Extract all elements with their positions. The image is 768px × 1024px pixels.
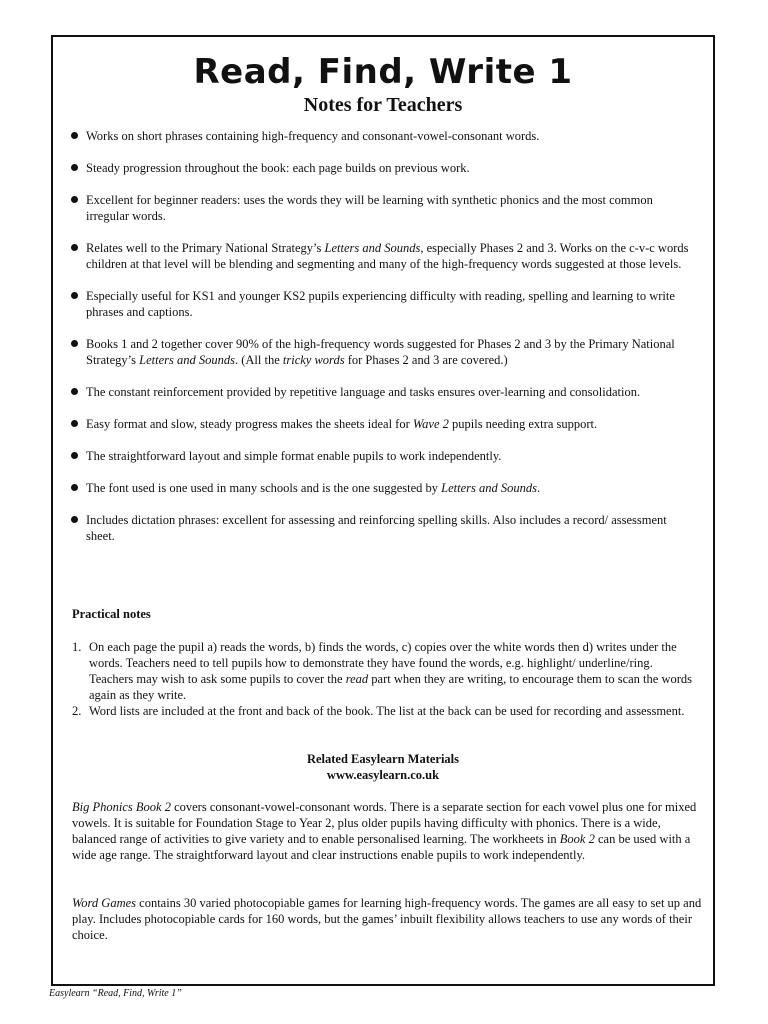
bullet-icon [71, 388, 78, 395]
bullet-text: The straightforward layout and simple format enable pupils to work independently. [86, 449, 502, 463]
note-text: part when they are writing, to encourage them to scan the words again as they write. [89, 672, 693, 702]
bullet-icon [71, 244, 78, 251]
feature-bullet [71, 384, 691, 400]
word-games-paragraph [72, 895, 702, 943]
bullet-emphasis: Letters and Sounds [139, 353, 235, 367]
product-title: Big Phonics Book 2 [72, 800, 171, 814]
note-text: Word lists are included at the front and back of the book. The list at the back can be used for recording and assessment. [89, 704, 685, 718]
feature-bullet [71, 480, 691, 496]
feature-bullet [71, 448, 691, 464]
bullet-icon [71, 292, 78, 299]
bullet-text [86, 417, 597, 431]
bullet-icon [71, 132, 78, 139]
product-title: Book 2 [559, 832, 595, 846]
bullet-icon [71, 340, 78, 347]
bullet-emphasis: Letters and Sounds [324, 241, 421, 255]
bullet-text-part: . (All the [234, 353, 283, 367]
feature-bullet [71, 416, 691, 432]
bullet-icon [71, 516, 78, 523]
bullet-text-part: Easy format and slow, steady progress makes the sheets ideal for [86, 417, 413, 431]
bullet-icon [71, 420, 78, 427]
bullet-icon [71, 164, 78, 171]
feature-bullet [71, 512, 691, 544]
bullet-icon [71, 196, 78, 203]
bullet-text: The constant reinforcement provided by repetitive language and tasks ensures over-learning and consolidation. [86, 385, 641, 399]
bullet-text [86, 337, 675, 367]
feature-bullet [71, 336, 691, 368]
practical-notes-list [72, 639, 692, 719]
product-title: Word Games [72, 896, 137, 910]
page-footer: Easylearn “Read, Find, Write 1” [49, 988, 182, 999]
bullet-emphasis: tricky words [282, 353, 345, 367]
page-title: Read, Find, Write 1 [193, 52, 573, 92]
bullet-text: Excellent for beginner readers: uses the words they will be learning with synthetic phonics and the most common irregular words. [86, 193, 653, 223]
bullet-icon [71, 452, 78, 459]
bullet-text: Steady progression throughout the book: each page builds on previous work. [86, 161, 470, 175]
note-number: 1. [72, 640, 82, 654]
bullet-emphasis: Letters and Sounds [441, 481, 537, 495]
note-emphasis: read [345, 672, 369, 686]
big-phonics-paragraph [72, 799, 702, 863]
feature-bullet [71, 160, 691, 176]
bullet-text [86, 241, 689, 271]
bullet-text-part: Relates well to the Primary National Strategy’s [86, 241, 325, 255]
feature-bullet [71, 240, 691, 272]
feature-bullet [71, 128, 691, 144]
paragraph-text: contains 30 varied photocopiable games for learning high-frequency words. The games are all easy to set up and play. Includes photocopiable cards for 160 words, but the games’ inbuilt flexibility allows teachers to use any words of their choice. [72, 896, 702, 942]
paragraph-text: covers consonant-vowel-consonant words. There is a separate section for each vowel plus one for mixed vowels. It is suitable for Foundation Stage to Year 2, plus older pupils having difficulty with phonics. There is a wide, balanced range of activities to give variety and to enable personalised learning. The workheets in [72, 800, 697, 846]
bullet-text: Works on short phrases containing high-frequency and consonant-vowel-consonant words. [86, 129, 540, 143]
practical-notes-heading: Practical notes [72, 607, 151, 621]
feature-bullet [71, 192, 691, 224]
bullet-text: Includes dictation phrases: excellent for assessing and reinforcing spelling skills. Also includes a record/ assessment sheet. [86, 513, 667, 543]
related-url[interactable]: www.easylearn.co.uk [326, 768, 440, 782]
bullet-icon [71, 484, 78, 491]
page-subtitle: Notes for Teachers [303, 94, 463, 116]
bullet-text-part: The font used is one used in many schools and is the one suggested by [86, 481, 442, 495]
bullet-text [86, 481, 540, 495]
related-materials [53, 751, 713, 783]
paragraph-text: can be used with a wide age range. The straightforward layout and clear instructions enable pupils to work independently. [72, 832, 691, 862]
bullet-text-part: Books 1 and 2 together cover 90% of the high-frequency words suggested for Phases 2 and 3 by the Primary National Strategy’s [86, 337, 675, 367]
practical-note [72, 639, 692, 703]
feature-bullet [71, 288, 691, 320]
bullet-emphasis: Wave 2 [412, 417, 449, 431]
feature-list [71, 128, 691, 560]
bullet-text-part: for Phases 2 and 3 are covered.) [344, 353, 508, 367]
related-heading: Related Easylearn Materials [306, 752, 460, 766]
note-text: On each page the pupil a) reads the words, b) finds the words, c) copies over the white words then d) writes under the words. Teachers need to tell pupils how to demonstrate they have found the words, e.g. highlight/ underline/ring. Teachers may wish to ask some pupils to cover the [89, 640, 677, 686]
bullet-text: Especially useful for KS1 and younger KS2 pupils experiencing difficulty with reading, spelling and learning to write phrases and captions. [86, 289, 675, 319]
note-number: 2. [72, 704, 82, 718]
bullet-text-part: . [537, 481, 541, 495]
practical-note [72, 703, 692, 719]
bullet-text-part: pupils needing extra support. [448, 417, 598, 431]
page-frame [51, 35, 715, 986]
bullet-text-part: , especially Phases 2 and 3. Works on the c-v-c words children at that level will be blending and segmenting and many of the high-frequency words suggested at those levels. [86, 241, 689, 271]
